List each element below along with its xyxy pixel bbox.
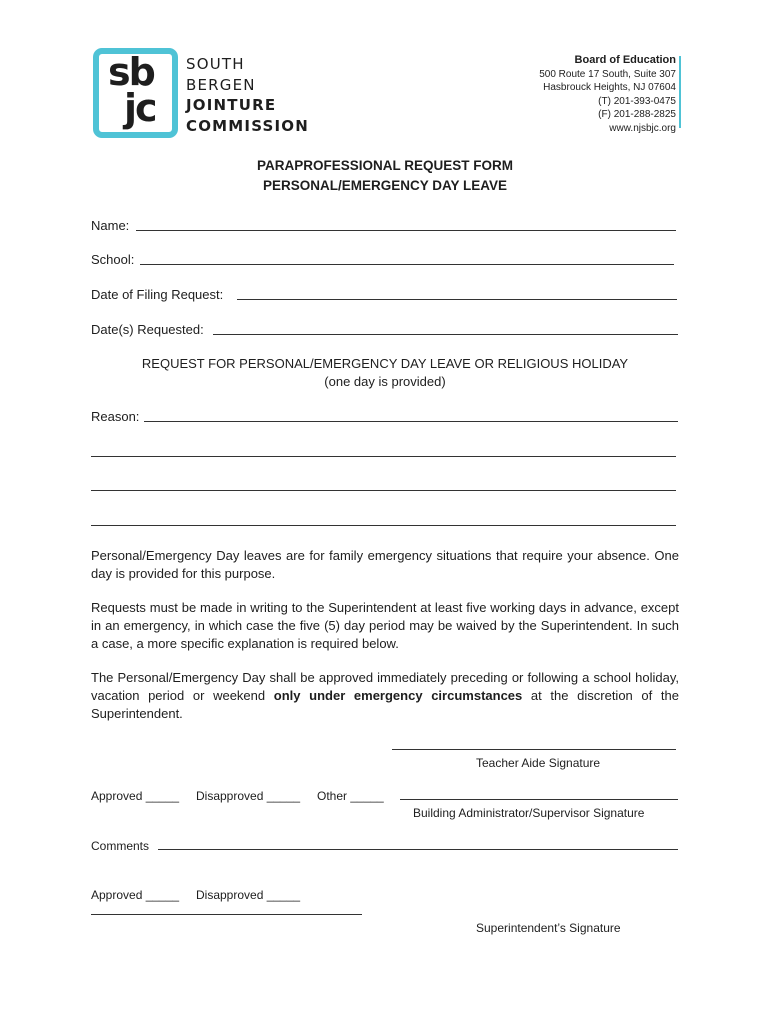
request-heading: REQUEST FOR PERSONAL/EMERGENCY DAY LEAVE OR RELIGIOUS HOLIDAY: [141, 356, 629, 371]
logo-word: SOUTH: [186, 55, 245, 73]
comments-label: Comments: [91, 839, 150, 853]
address-org: Board of Education: [574, 54, 676, 66]
policy-paragraph: Personal/Emergency Day leaves are for family emergency situations that require your absence. One day is provided for this purpose.: [91, 548, 679, 581]
logo-mark: [93, 48, 178, 138]
policy-paragraph: Requests must be made in writing to the Superintendent at least five working days in advance, except in an emergency, in which case the five (5) day period may be waived by the Superintendent. In such a case, a more specific explanation is required below.: [91, 600, 679, 651]
approved-mark[interactable]: Approved _____: [91, 789, 180, 803]
policy-text: The Personal/Emergency Day shall be approved immediately preceding or following a school holiday, vacation period or weekend: [91, 670, 679, 703]
logo-wordmark: [186, 54, 309, 136]
reason-line[interactable]: [91, 490, 676, 491]
superintendent-signature-label: Superintendent’s Signature: [476, 921, 621, 935]
disapproved-mark[interactable]: Disapproved _____: [196, 888, 301, 902]
school-line[interactable]: [140, 264, 674, 265]
logo-word: COMMISSION: [186, 116, 310, 135]
address-divider: [679, 56, 681, 128]
other-mark[interactable]: Other _____: [317, 789, 384, 803]
filing-date-line[interactable]: [237, 299, 677, 300]
address-phone: (T) 201-393-0475: [598, 95, 676, 107]
building-admin-signature-label: Building Administrator/Supervisor Signature: [413, 806, 645, 820]
policy-text: at the discretion of the Superintendent.: [91, 688, 679, 721]
logo-word: BERGEN: [186, 75, 256, 94]
logo-letters-bottom: jc: [124, 86, 156, 130]
logo-letters-top: sb: [108, 50, 154, 94]
form-title: PARAPROFESSIONAL REQUEST FORM: [256, 158, 514, 173]
filing-date-label: Date of Filing Request:: [91, 287, 224, 302]
address-city: Hasbrouck Heights, NJ 07604: [543, 82, 676, 94]
teacher-aide-signature-line[interactable]: [392, 749, 676, 750]
policy-paragraph: [91, 669, 679, 723]
logo-word: JOINTURE: [186, 96, 277, 114]
comments-line[interactable]: [158, 849, 678, 850]
teacher-aide-signature-label: Teacher Aide Signature: [476, 756, 601, 770]
reason-label: Reason:: [91, 409, 140, 424]
address-web: www.njsbjc.org: [609, 122, 676, 134]
address-fax: (F) 201-288-2825: [598, 109, 676, 121]
disapproved-mark[interactable]: Disapproved _____: [196, 789, 301, 803]
reason-line[interactable]: [91, 456, 676, 457]
reason-line[interactable]: [91, 525, 676, 526]
address-street: 500 Route 17 South, Suite 307: [539, 68, 676, 80]
dates-requested-line[interactable]: [213, 334, 678, 335]
address-block: [539, 54, 676, 136]
request-subheading: (one day is provided): [324, 374, 446, 389]
form-subtitle: PERSONAL/EMERGENCY DAY LEAVE: [262, 178, 508, 193]
superintendent-signature-line[interactable]: [91, 914, 362, 915]
reason-line[interactable]: [144, 421, 678, 422]
policy-emphasis: only under emergency circumstances: [273, 688, 523, 703]
approved-mark[interactable]: Approved _____: [91, 888, 180, 902]
dates-requested-label: Date(s) Requested:: [91, 322, 204, 337]
building-admin-signature-line[interactable]: [400, 799, 678, 800]
name-line[interactable]: [136, 230, 676, 231]
name-label: Name:: [91, 218, 130, 233]
school-label: School:: [91, 252, 135, 267]
